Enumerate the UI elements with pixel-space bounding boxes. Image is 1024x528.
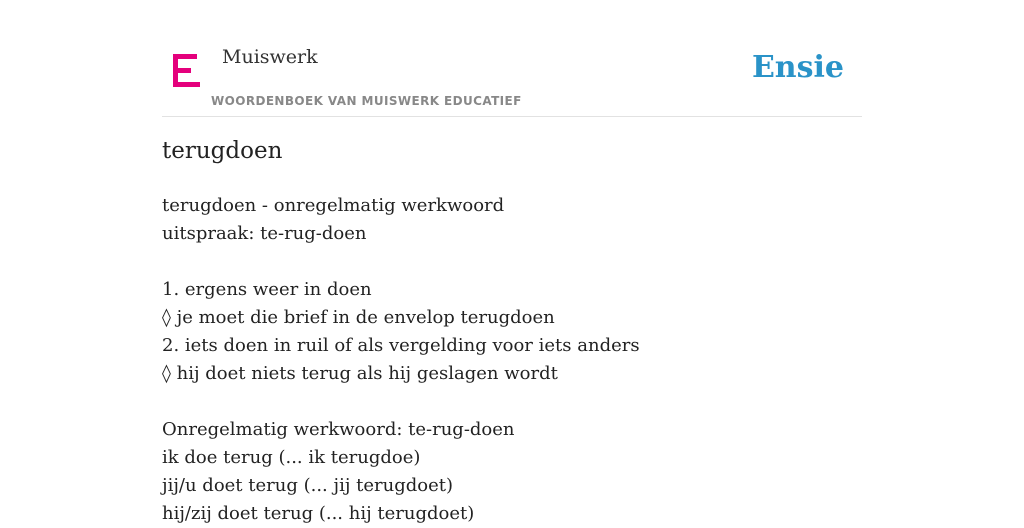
ensie-brand-link[interactable]: Ensie — [751, 50, 844, 85]
definition-line — [162, 248, 862, 276]
muiswerk-logo-icon[interactable] — [173, 54, 201, 88]
definition-line: terugdoen - onregelmatig werkwoord — [162, 195, 505, 216]
definition-line: jij/u doet terug (... jij terugdoet) — [162, 475, 454, 496]
site-name-link[interactable]: Muiswerk — [222, 46, 318, 68]
definition-line: ◊ hij doet niets terug als hij geslagen wordt — [162, 363, 558, 384]
definition-line: hij/zij doet terug (... hij terugdoet) — [162, 503, 475, 524]
definition-line: ik doe terug (... ik terugdoe) — [162, 447, 421, 468]
definition-line: Onregelmatig werkwoord: te-rug-doen — [162, 419, 515, 440]
definition-line: 2. iets doen in ruil of als vergelding voor iets anders — [162, 335, 640, 356]
entry-title: terugdoen — [162, 138, 283, 164]
definition-line: 1. ergens weer in doen — [162, 279, 372, 300]
definition-body — [162, 192, 862, 528]
site-header — [162, 0, 862, 117]
site-subtitle: WOORDENBOEK VAN MUISWERK EDUCATIEF — [211, 94, 522, 108]
definition-line: uitspraak: te-rug-doen — [162, 223, 367, 244]
definition-line: ◊ je moet die brief in de envelop terugdoen — [162, 307, 555, 328]
definition-line — [162, 388, 862, 416]
